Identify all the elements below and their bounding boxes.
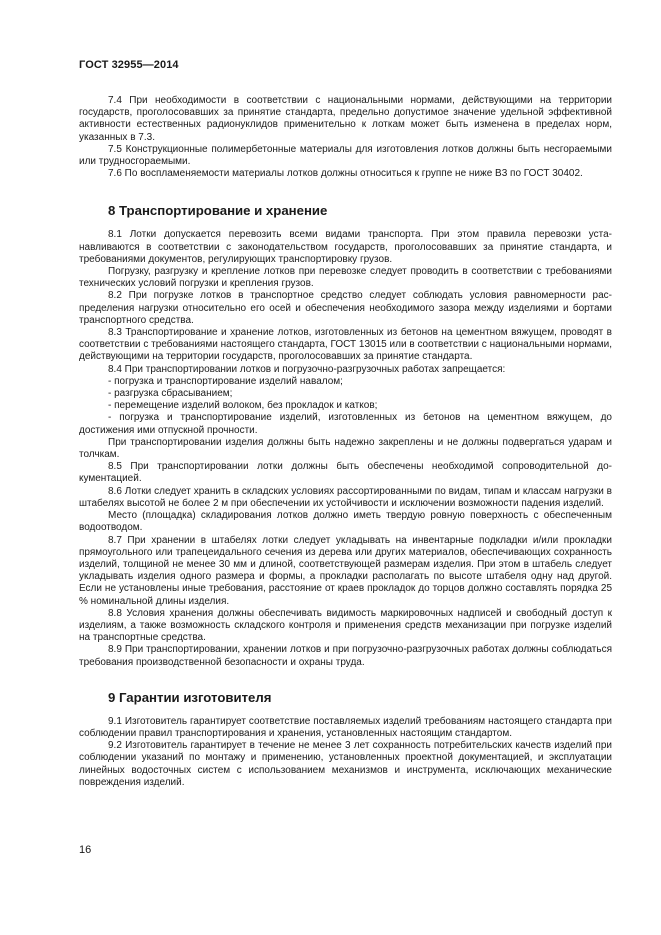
document-header: ГОСТ 32955—2014 [79, 59, 179, 71]
page-body [79, 95, 612, 789]
paragraph-8-3: 8.3 Транспортирование и хранение лотков, изготовленных из бетонов на цементном вяжущем, проводят в соответствии с требованиями настоящего стандарта, ГОСТ 13015 или в соответствии с национальными нормами, действующими на территории государств, проголосовавших за принятие стандарта. [79, 327, 612, 363]
paragraph-8-1: 8.1 Лотки допускается перевозить всеми видами транспорта. При этом правила перевозки устанавливаются в соответствии с законодательством государств, проголосовавших за принятие стандарта, и требованиями документов, регулирующих транспортировку грузов. [79, 229, 612, 265]
list-item: - погрузка и транспортирование изделий, изготовленных из бетонов на цементном вяжущем, до достижения ими отпускной прочности. [79, 412, 612, 436]
list-item: - разгрузка сбрасыванием; [108, 388, 233, 400]
page-number: 16 [79, 844, 92, 856]
paragraph-8-1-cont: Погрузку, разгрузку и крепление лотков при перевозке следует проводить в соответствии с требованиями технических условий погрузки и крепления грузов. [79, 266, 612, 290]
paragraph-8-6: 8.6 Лотки следует хранить в складских условиях рассортированными по видам, типам и классам нагрузки в штабелях высотой не более 2 м при обеспечении их устойчивости и исключении возможности падения изделий. [79, 485, 612, 509]
list-item: - погрузка и транспортирование изделий навалом; [108, 375, 343, 387]
paragraph-8-4-cont: При транспортировании изделия должны быть надежно закреплены и не должны подвергаться ударам и толчкам. [79, 436, 612, 461]
paragraph-8-4: 8.4 При транспортировании лотков и погрузочно-разгрузочных работах запрещается: [108, 363, 506, 375]
paragraph-9-2: 9.2 Изготовитель гарантирует в течение не менее 3 лет сохранность потребительских качеств изделий при соблюдении указаний по монтажу и применению, установленных проектной документацией, и эксплуатации линейных водосточных систем с использованием механизмов и инструмента, исключающих механические повреждения изделий. [79, 740, 612, 788]
paragraph-8-6-cont: Место (площадка) складирования лотков должно иметь твердую ровную поверхность с обеспеченным водоотводом. [79, 510, 612, 534]
paragraph-7-6: 7.6 По воспламеняемости материалы лотков должны относиться к группе не ниже В3 по ГОСТ 30402. [108, 168, 583, 180]
list-item: - перемещение изделий волоком, без прокладок и катков; [108, 400, 378, 412]
paragraph-8-9: 8.9 При транспортировании, хранении лотков и при погрузочно-разгрузочных работах должны соблюдаться требования производственной безопасности и охраны труда. [79, 644, 612, 668]
section-8-heading: 8 Транспортирование и хранение [108, 203, 328, 219]
paragraph-7-5: 7.5 Конструкционные полимербетонные материалы для изготовления лотков должны быть несгораемыми или трудносгораемыми. [79, 143, 612, 168]
paragraph-9-1: 9.1 Изготовитель гарантирует соответствие поставляемых изделий требованиям настоящего стандарта при соблюдении правил транспортирования и хранения, установленных настоящим стандартом. [79, 715, 612, 739]
paragraph-7-4: 7.4 При необходимости в соответствии с национальными нормами, действующими на территории государств, проголосовавших за принятие стандарта, предельно допустимое значение удельной эффективной активности естественных радионуклидов применительно к лоткам может быть изменена в пределах норм, указанных в 7.3. [79, 95, 612, 143]
paragraph-8-2: 8.2 При погрузке лотков в транспортное средство следует соблюдать условия равномерности распределения нагрузки относительно его осей и обеспечения необходимого зазора между изделиями и бортами транспортного средства. [79, 290, 612, 326]
paragraph-8-5: 8.5 При транспортировании лотки должны быть обеспечены необходимой сопроводительной документацией. [79, 461, 612, 485]
paragraph-8-8: 8.8 Условия хранения должны обеспечивать видимость маркировочных надписей и свободный доступ к изделиям, а также возможность складского контроля и применения средств механизации при погрузке изделий на транспортные средства. [79, 607, 612, 644]
paragraph-8-7: 8.7 При хранении в штабелях лотки следует укладывать на инвентарные подкладки и/или прокладки прямоугольного или трапецеидального сечения из дерева или других материалов, обеспечивающих сохранность изделий, толщиной не менее 30 мм и длиной, соответствующей размерам изделия. При этом в штабель следует укладывать изделия одного размера и формы, а прокладки располагать по высоте штабеля одну над другой. Если не установлены иные требования, расстояние от краев прокладок до торцов должно составлять порядка 25 % номинальной длины изделия. [79, 534, 612, 607]
section-9-heading: 9 Гарантии изготовителя [108, 689, 272, 705]
